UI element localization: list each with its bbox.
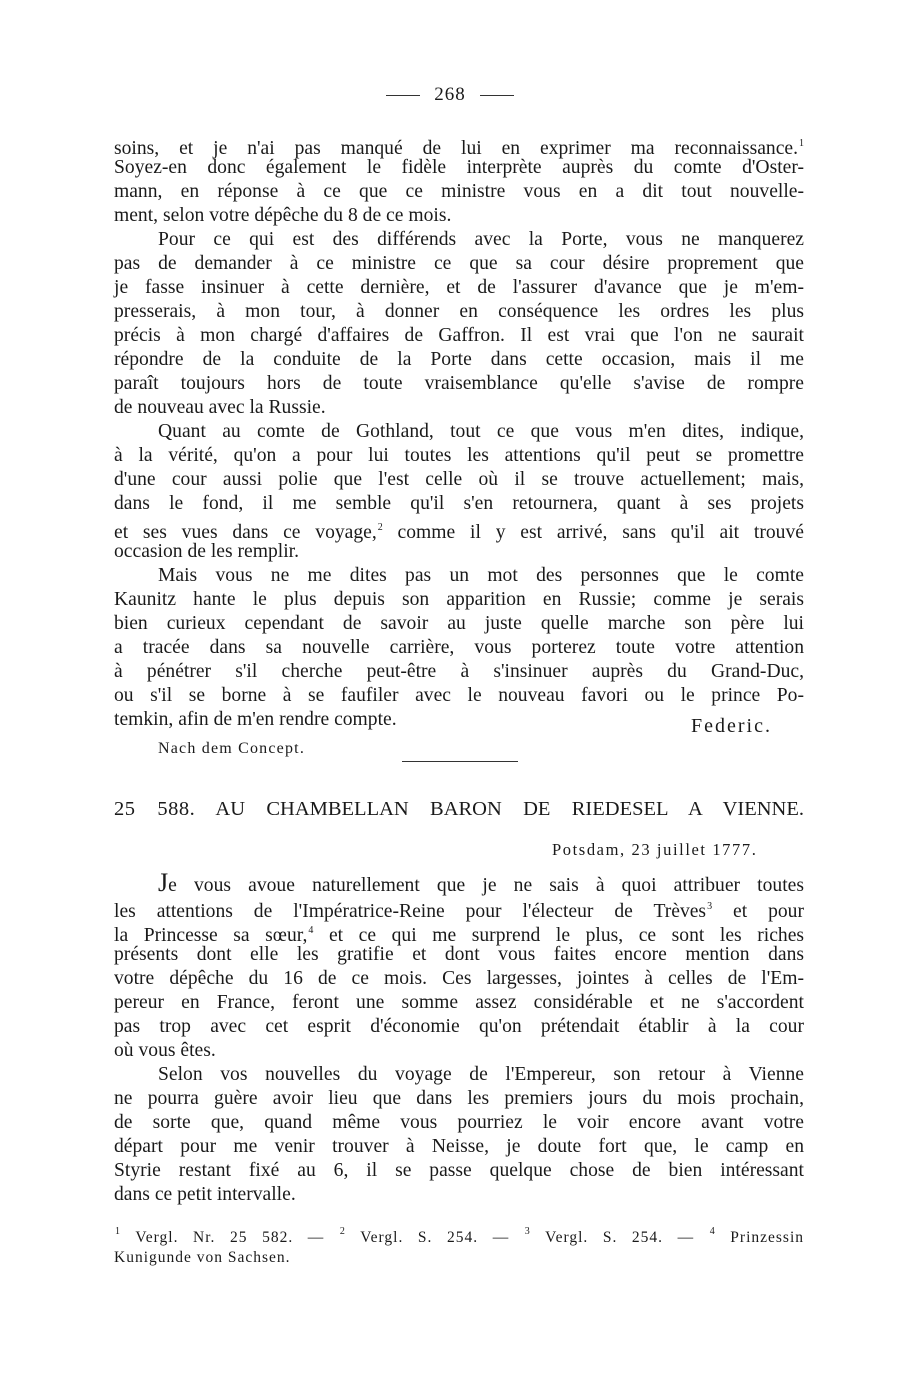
text-line: ou s'il se borne à se faufiler avec le nouveau favori ou le prince Po- [114,685,804,706]
signature: Federic. [691,715,772,737]
text-line: paraît toujours hors de toute vraisemblance qu'elle s'avise de rompre [114,373,804,394]
text-line: Quant au comte de Gothland, tout ce que vous m'en dites, indique, [158,421,804,442]
footnote-ref: 2 [377,522,383,533]
footnote-line: $^1$ Vergl. Nr. 25 582. — $^2$ Vergl. S. 254. — $^3$ Vergl. S. 254. — $^4$ Prinzessin [115,1226,805,1246]
text-line: où vous êtes. [114,1040,216,1061]
text-line: et ses vues dans ce voyage,$^2$ comme il y est arrivé, sans qu'il ait trouvé [114,522,804,543]
text-line: a tracée dans sa nouvelle carrière, vous porterez toute votre attention [114,637,804,658]
page-header [0,84,900,106]
text-line: d'une cour aussi polie que l'est celle où il se trouve actuellement; mais, [114,469,804,490]
text-line: précis à mon chargé d'affaires de Gaffron. Il est vrai que l'on ne saurait [114,325,804,346]
drop-cap: J [158,868,169,897]
text-line: Je vous avoue naturellement que je ne sais à quoi attribuer toutes [158,868,804,897]
text-line: ment, selon votre dépêche du 8 de ce mois. [114,205,452,226]
text-line: Soyez-en donc également le fidèle interprète auprès du comte d'Oster- [114,157,804,178]
header-dash-left [386,95,420,96]
text-line: occasion de les remplir. [114,541,299,562]
text-line: mann, en réponse à ce que ce ministre vous en a dit tout nouvelle- [114,181,804,202]
text-line: de nouveau avec la Russie. [114,397,326,418]
text-line: Styrie restant fixé au 6, il se passe quelque chose de bien intéressant [114,1160,804,1181]
text-line: ne pourra guère avoir lieu que dans les premiers jours du mois prochain, [114,1088,804,1109]
header-dash-right [480,95,514,96]
text-line: à la vérité, qu'on a pour lui toutes les attentions qu'il peut se promettre [114,445,804,466]
text-line: bien curieux cependant de savoir au juste quelle marche son père lui [114,613,804,634]
footnote-ref: 3 [707,901,713,912]
text-line: presserais, à mon tour, à donner en conséquence les ordres les plus [114,301,804,322]
text-line: Pour ce qui est des différends avec la Porte, vous ne manquerez [158,229,804,250]
text-line: la Princesse sa sœur,$^4$ et ce qui me surprend le plus, ce sont les riches [114,925,805,946]
text-line: je fasse insinuer à cette dernière, et de l'assurer d'avance que je m'em- [114,277,804,298]
text-line: départ pour me venir trouver à Neisse, je doute fort que, le camp en [114,1136,804,1157]
text-line: votre dépêche du 16 de ce mois. Ces largesses, jointes à celles de l'Em- [114,968,804,989]
letter-heading [114,798,804,821]
text-line: temkin, afin de m'en rendre compte. [114,709,397,730]
text-line: à pénétrer s'il cherche peut-être à s'insinuer auprès du Grand-Duc, [114,661,804,682]
footnote-ref: 1 [799,138,804,149]
page-number: 268 [434,84,466,105]
text-line: dans ce petit intervalle. [114,1184,296,1205]
text-line: répondre de la conduite de la Porte dans cette occasion, mais il me [114,349,804,370]
text-line: dans le fond, il me semble qu'il s'en retournera, quant à ses projets [114,493,804,514]
text-line: les attentions de l'Impératrice-Reine pour l'électeur de Trèves$^3$ et pour [114,901,804,922]
section-divider [402,761,518,762]
text-line: pas de demander à ce ministre ce que sa cour désire proprement que [114,253,804,274]
text-line: Kaunitz hante le plus depuis son apparition en Russie; comme je serais [114,589,804,610]
text-line: Selon vos nouvelles du voyage de l'Empereur, son retour à Vienne [158,1064,804,1085]
source-note: Nach dem Concept. [158,740,306,757]
text-line: pereur en France, feront une somme assez considérable et ne s'accordent [114,992,804,1013]
text-line: soins, et je n'ai pas manqué de lui en exprimer ma reconnaissance.$^1$ [114,138,804,159]
text-line: présents dont elle les gratifie et dont vous faites encore mention dans [114,944,804,965]
letter-number: 25 588. [114,798,196,820]
text-line: de sorte que, quand même vous pourriez le voir encore avant votre [114,1112,804,1133]
letter-title: AU CHAMBELLAN BARON DE RIEDESEL A VIENNE. [215,798,805,820]
text-line: pas trop avec cet esprit d'économie qu'on prétendait établir à la cour [114,1016,804,1037]
footnote-line: Kunigunde von Sachsen. [114,1249,291,1266]
footnote-ref: 4 [308,925,314,936]
dateline: Potsdam, 23 juillet 1777. [552,840,758,859]
text-line: Mais vous ne me dites pas un mot des personnes que le comte [158,565,804,586]
